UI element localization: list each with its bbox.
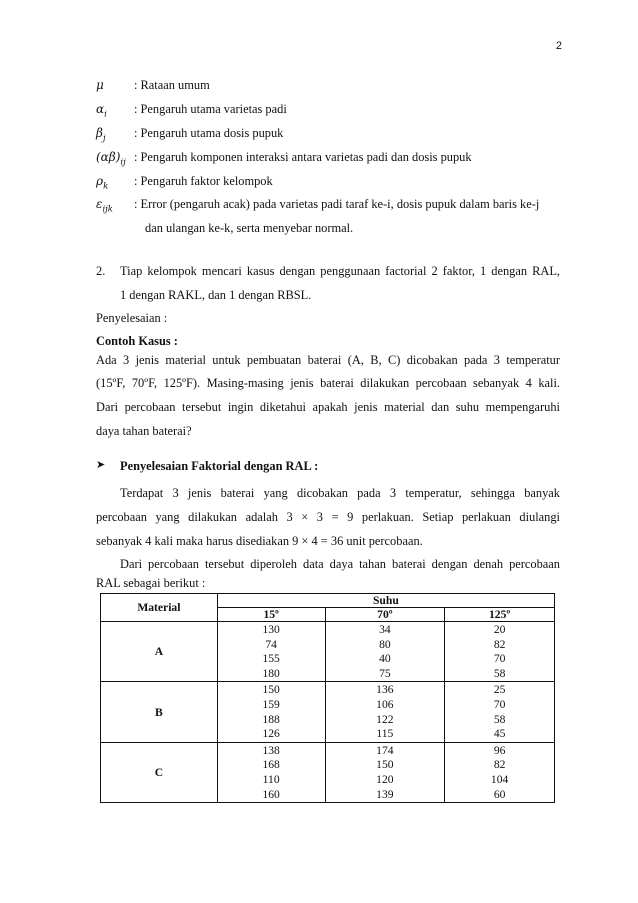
case-line-1: Ada 3 jenis material untuk pembuatan baterai (A, B, C) dicobakan pada 3 temperatur (96, 353, 560, 367)
symbol-alpha: $\alpha_i$ (96, 102, 107, 120)
material-cell: C (101, 742, 218, 802)
symbol-beta: $\beta_j$ (96, 126, 106, 144)
penyelesaian-label: Penyelesaian : (96, 311, 168, 325)
value-cell: 25 70 58 45 (445, 682, 555, 742)
value-cell: 150 159 188 126 (217, 682, 325, 742)
case-line-4: daya tahan baterai? (96, 424, 192, 438)
table-row (101, 682, 555, 742)
case-line-2: (15ºF, 70ºF, 125ºF). Masing-masing jenis baterai dilakukan percobaan sebanyak 4 kali. (96, 376, 560, 390)
material-cell: A (101, 622, 218, 682)
definition-text: : Pengaruh faktor kelompok (134, 174, 273, 188)
value-cell: 34 80 40 75 (325, 622, 445, 682)
definition-text: : Pengaruh komponen interaksi antara varietas padi dan dosis pupuk (134, 150, 472, 164)
item-number: 2. (96, 264, 106, 278)
para2-line2: RAL sebagai berikut : (96, 576, 206, 590)
definition-text: : Rataan umum (134, 78, 210, 92)
para1-line2: percobaan yang dilakukan adalah 3 × 3 = 9 perlakuan. Setiap perlakuan diulangi (96, 510, 560, 524)
table-row (101, 622, 555, 682)
table-row (101, 742, 555, 802)
definition-continuation: dan ulangan ke-k, serta menyebar normal. (145, 221, 354, 235)
symbol-epsilon: $\varepsilon_{ijk}$ (96, 197, 113, 215)
page-number: 2 (555, 40, 562, 52)
value-cell: 136 106 122 115 (325, 682, 445, 742)
item2-line2: 1 dengan RAKL, dan 1 dengan RBSL. (120, 288, 312, 302)
symbol-rho: $\rho_k$ (96, 174, 109, 192)
temp-header-15: 15º (217, 608, 325, 622)
case-line-3: Dari percobaan tersebut ingin diketahui apakah jenis material dan suhu mempengaruhi (96, 400, 560, 414)
value-cell: 20 82 70 58 (445, 622, 555, 682)
battery-data-table (100, 593, 555, 803)
suhu-header: Suhu (217, 594, 554, 608)
material-cell: B (101, 682, 218, 742)
para1-line3: sebanyak 4 kali maka harus disediakan 9 × 4 = 36 unit percobaan. (96, 534, 423, 548)
table-header-row (101, 594, 555, 608)
symbol-alphabeta: $(\alpha\beta)_{ij}$ (96, 150, 126, 168)
item2-line1: Tiap kelompok mencari kasus dengan penggunaan factorial 2 faktor, 1 dengan RAL, (120, 264, 560, 278)
para2-line1: Dari percobaan tersebut diperoleh data daya tahan baterai dengan denah percobaan (120, 557, 560, 571)
definition-text: : Pengaruh utama dosis pupuk (134, 126, 284, 140)
value-cell: 174 150 120 139 (325, 742, 445, 802)
material-header: Material (101, 594, 218, 622)
value-cell: 130 74 155 180 (217, 622, 325, 682)
contoh-kasus-heading: Contoh Kasus : (96, 334, 178, 348)
temp-header-70: 70º (325, 608, 445, 622)
para1-line1: Terdapat 3 jenis baterai yang dicobakan pada 3 temperatur, sehingga banyak (120, 486, 560, 500)
value-cell: 96 82 104 60 (445, 742, 555, 802)
definition-text: : Pengaruh utama varietas padi (134, 102, 287, 116)
definition-text: : Error (pengaruh acak) pada varietas padi taraf ke-i, dosis pupuk dalam baris ke-j (134, 197, 540, 211)
temp-header-125: 125º (445, 608, 555, 622)
bullet-heading: Penyelesaian Faktorial dengan RAL : (120, 459, 319, 473)
value-cell: 138 168 110 160 (217, 742, 325, 802)
symbol-mu: μ (96, 78, 104, 92)
arrow-bullet-icon: ➤ (96, 459, 106, 471)
